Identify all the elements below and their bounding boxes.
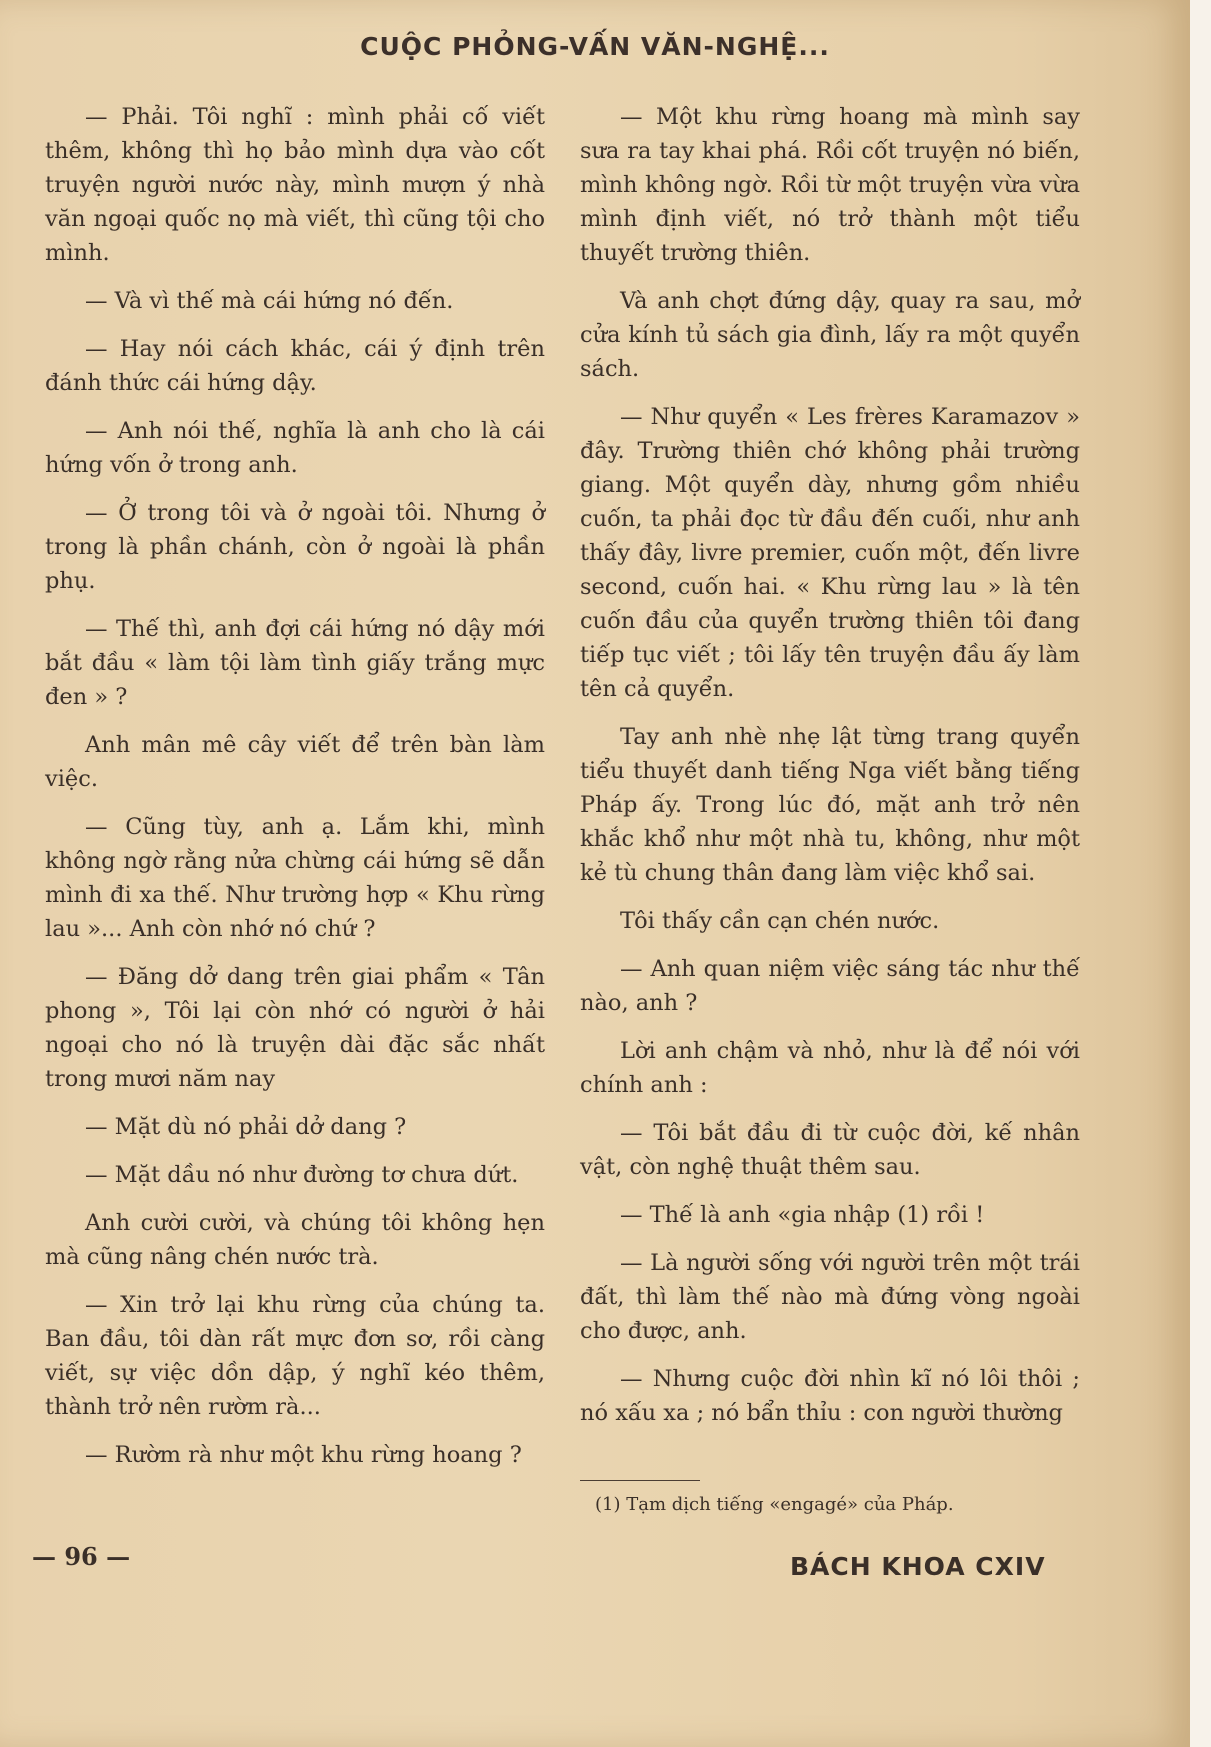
right-column xyxy=(580,100,1080,1444)
paragraph: Tôi thấy cần cạn chén nước. xyxy=(620,908,940,934)
paragraph: — Một khu rừng hoang mà mình say sưa ra tay khai phá. Rồi cốt truyện nó biến, mình không ngờ. Rồi từ một truyện vừa vừa mình định viết, nó trở thành một tiểu thuyết trường thiên. xyxy=(580,104,1080,266)
footnote: (1) Tạm dịch tiếng «engagé» của Pháp. xyxy=(595,1494,954,1515)
paragraph: — Xin trở lại khu rừng của chúng ta. Ban đầu, tôi dàn rất mực đơn sơ, rồi càng viết, sự việc dồn dập, ý nghĩ kéo thêm, thành trở nên rườm rà... xyxy=(45,1292,545,1420)
footnote-divider xyxy=(580,1480,700,1481)
paragraph: — Phải. Tôi nghĩ : mình phải cố viết thêm, không thì họ bảo mình dựa vào cốt truyện người nước này, mình mượn ý nhà văn ngoại quốc nọ mà viết, thì cũng tội cho mình. xyxy=(45,104,545,266)
paragraph: — Đăng dở dang trên giai phẩm « Tân phong », Tôi lại còn nhớ có người ở hải ngoại cho nó là truyện dài đặc sắc nhất trong mươi năm nay xyxy=(45,964,545,1092)
scan-margin xyxy=(1190,0,1211,1747)
journal-name: BÁCH KHOA CXIV xyxy=(790,1552,1046,1581)
paragraph: Và anh chợt đứng dậy, quay ra sau, mở cửa kính tủ sách gia đình, lấy ra một quyển sách. xyxy=(580,288,1080,382)
paragraph: Lời anh chậm và nhỏ, như là để nói với chính anh : xyxy=(580,1038,1080,1098)
paragraph: — Anh quan niệm việc sáng tác như thế nào, anh ? xyxy=(580,956,1080,1016)
paragraph: — Thế thì, anh đợi cái hứng nó dậy mới bắt đầu « làm tội làm tình giấy trắng mực đen » ? xyxy=(45,616,545,710)
paragraph: — Anh nói thế, nghĩa là anh cho là cái hứng vốn ở trong anh. xyxy=(45,418,545,478)
paragraph: Anh cười cười, và chúng tôi không hẹn mà cũng nâng chén nước trà. xyxy=(45,1210,545,1270)
running-title: CUỘC PHỎNG-VẤN VĂN-NGHỆ... xyxy=(360,32,830,61)
paragraph: — Thế là anh «gia nhập (1) rồi ! xyxy=(620,1202,985,1228)
paragraph: — Ở trong tôi và ở ngoài tôi. Nhưng ở trong là phần chánh, còn ở ngoài là phần phụ. xyxy=(45,500,545,594)
paragraph: — Rườm rà như một khu rừng hoang ? xyxy=(85,1442,522,1468)
paragraph: — Mặt dầu nó như đường tơ chưa dứt. xyxy=(85,1162,519,1188)
paragraph: — Hay nói cách khác, cái ý định trên đánh thức cái hứng dậy. xyxy=(45,336,545,396)
paragraph: — Cũng tùy, anh ạ. Lắm khi, mình không ngờ rằng nửa chừng cái hứng sẽ dẫn mình đi xa thế. Như trường hợp « Khu rừng lau »... Anh còn nhớ nó chứ ? xyxy=(45,814,545,942)
paragraph: — Và vì thế mà cái hứng nó đến. xyxy=(85,288,454,314)
paragraph: — Như quyển « Les frères Karamazov » đây. Trường thiên chớ không phải trường giang. Một quyển dày, nhưng gồm nhiều cuốn, ta phải đọc từ đầu đến cuối, như anh thấy đây, livre premier, cuốn một, đến livre second, cuốn hai. « Khu rừng lau » là tên cuốn đầu của quyển trường thiên tôi đang tiếp tục viết ; tôi lấy tên truyện đầu ấy làm tên cả quyển. xyxy=(580,404,1080,702)
paragraph: — Tôi bắt đầu đi từ cuộc đời, kế nhân vật, còn nghệ thuật thêm sau. xyxy=(580,1120,1080,1180)
paragraph: — Mặt dù nó phải dở dang ? xyxy=(85,1114,407,1140)
paragraph: Anh mân mê cây viết để trên bàn làm việc. xyxy=(45,732,545,792)
left-column xyxy=(45,100,545,1486)
paragraph: Tay anh nhè nhẹ lật từng trang quyển tiểu thuyết danh tiếng Nga viết bằng tiếng Pháp ấy. Trong lúc đó, mặt anh trở nên khắc khổ như một nhà tu, không, như một kẻ tù chung thân đang làm việc khổ sai. xyxy=(580,724,1080,886)
page-number: — 96 — xyxy=(32,1542,131,1571)
paragraph: — Là người sống với người trên một trái đất, thì làm thế nào mà đứng vòng ngoài cho được, anh. xyxy=(580,1250,1080,1344)
paragraph: — Nhưng cuộc đời nhìn kĩ nó lôi thôi ; nó xấu xa ; nó bẩn thỉu : con người thường xyxy=(580,1366,1080,1426)
